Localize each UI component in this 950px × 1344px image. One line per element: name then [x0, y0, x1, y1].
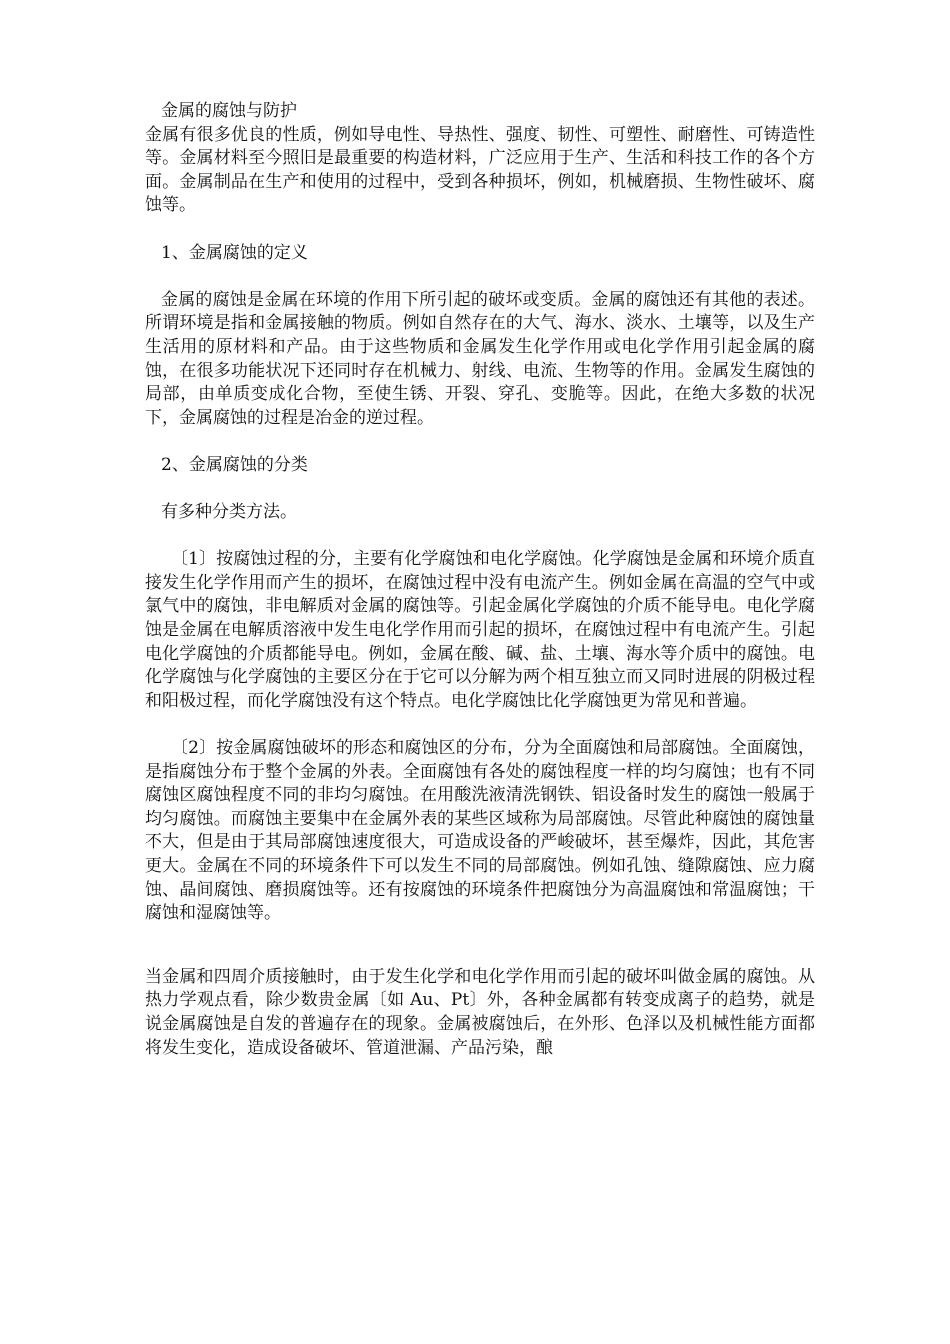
- intro-paragraph: 金属有很多优良的性质，例如导电性、导热性、强度、韧性、可塑性、耐磨性、可铸造性等。金属材料至今照旧是最重要的构造材料，广泛应用于生产、生活和科技工作的各个方面。金属制品在生产和使用的过程中，受到各种损坏，例如，机械磨损、生物性破坏、腐蚀等。: [145, 124, 815, 216]
- closing-paragraph: 当金属和四周介质接触时，由于发生化学和电化学作用而引起的破坏叫做金属的腐蚀。从热力学观点看，除少数贵金属〔如 Au、Pt〕外，各种金属都有转变成离子的趋势，就是说金属腐蚀是自发的普遍存在的现象。金属被腐蚀后，在外形、色泽以及机械性能方面都将发生变化，造成设备破坏、管道泄漏、产品污染，酿: [145, 966, 815, 1058]
- section-2-heading: 2、金属腐蚀的分类: [161, 454, 308, 475]
- section-2-item-2: 〔2〕按金属腐蚀破坏的形态和腐蚀区的分布，分为全面腐蚀和局部腐蚀。全面腐蚀，是指腐蚀分布于整个金属的外表。全面腐蚀有各处的腐蚀程度一样的均匀腐蚀；也有不同腐蚀区腐蚀程度不同的非均匀腐蚀。在用酸洗液清洗钢铁、铝设备时发生的腐蚀一般属于均匀腐蚀。而腐蚀主要集中在金属外表的某些区域称为局部腐蚀。尽管此种腐蚀的腐蚀量不大，但是由于其局部腐蚀速度很大，可造成设备的严峻破坏，甚至爆炸，因此，其危害更大。金属在不同的环境条件下可以发生不同的局部腐蚀。例如孔蚀、缝隙腐蚀、应力腐蚀、晶间腐蚀、磨损腐蚀等。还有按腐蚀的环境条件把腐蚀分为高温腐蚀和常温腐蚀；干腐蚀和湿腐蚀等。: [145, 738, 815, 924]
- section-2-item-1: 〔1〕按腐蚀过程的分，主要有化学腐蚀和电化学腐蚀。化学腐蚀是金属和环境介质直接发生化学作用而产生的损坏，在腐蚀过程中没有电流产生。例如金属在高温的空气中或氯气中的腐蚀，非电解质对金属的腐蚀等。引起金属化学腐蚀的介质不能导电。电化学腐蚀是金属在电解质溶液中发生电化学作用而引起的损坏，在腐蚀过程中有电流产生。引起电化学腐蚀的介质都能导电。例如，金属在酸、碱、盐、土壤、海水等介质中的腐蚀。电化学腐蚀与化学腐蚀的主要区分在于它可以分解为两个相互独立而又同时进展的阴极过程和阳极过程，而化学腐蚀没有这个特点。电化学腐蚀比化学腐蚀更为常见和普遍。: [145, 549, 815, 711]
- section-1-heading: 1、金属腐蚀的定义: [161, 242, 308, 263]
- section-1-paragraph: 金属的腐蚀是金属在环境的作用下所引起的破坏或变质。金属的腐蚀还有其他的表述。所谓环境是指和金属接触的物质。例如自然存在的大气、海水、淡水、土壤等，以及生产生活用的原材料和产品。由于这些物质和金属发生化学作用或电化学作用引起金属的腐蚀，在很多功能状况下还同时存在机械力、射线、电流、生物等的作用。金属发生腐蚀的局部，由单质变成化合物，至使生锈、开裂、穿孔、变脆等。因此，在绝大多数的状况下，金属腐蚀的过程是冶金的逆过程。: [145, 289, 815, 428]
- section-2-intro: 有多种分类方法。: [161, 502, 297, 523]
- document-title: 金属的腐蚀与防护: [161, 101, 297, 121]
- document-page: [145, 100, 815, 1060]
